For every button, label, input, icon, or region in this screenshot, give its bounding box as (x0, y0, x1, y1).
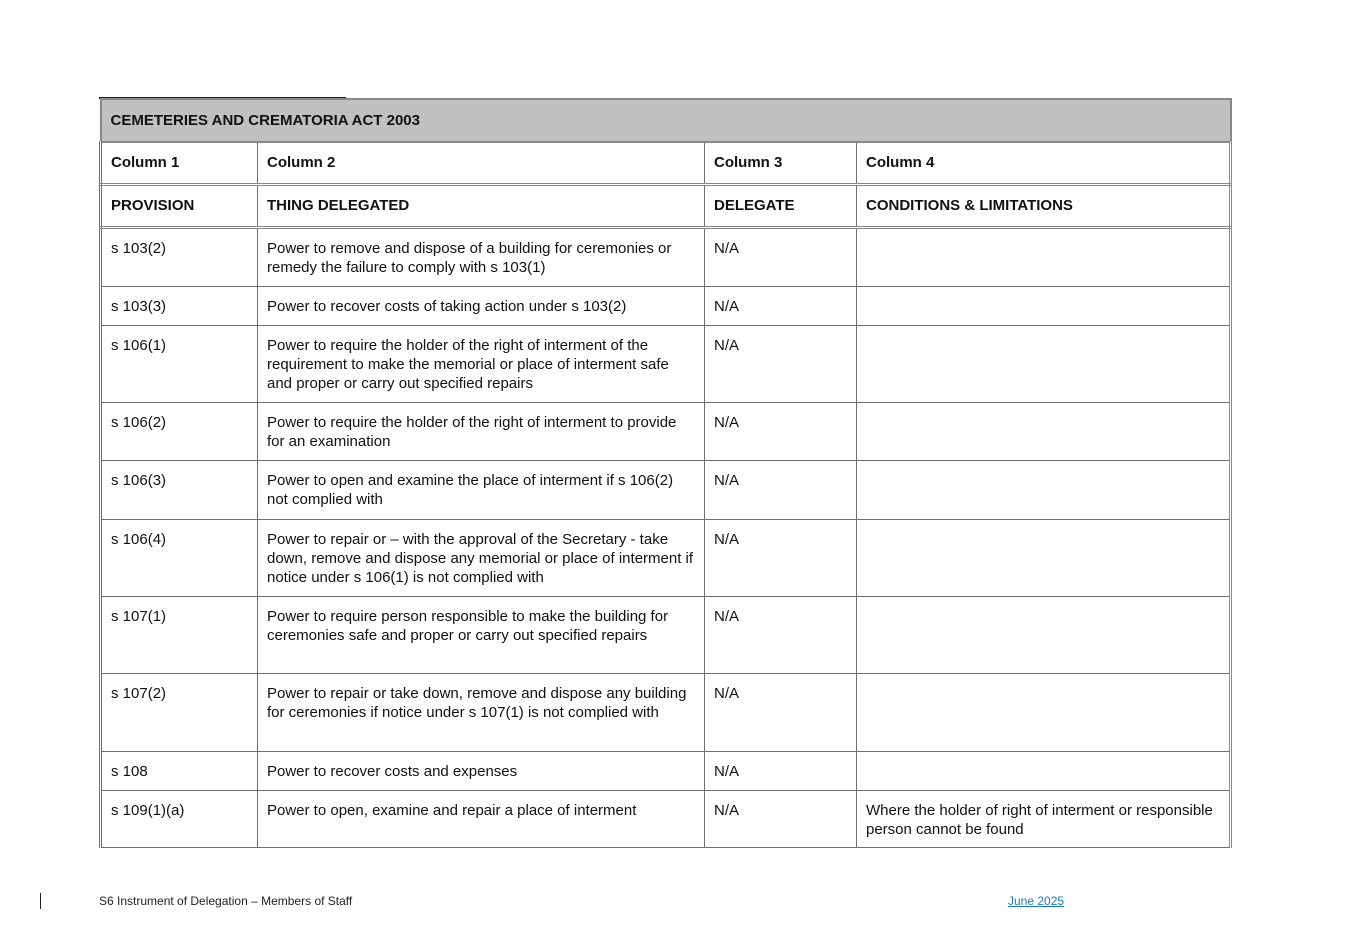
column-number-2: Column 2 (258, 142, 705, 185)
table-row (101, 326, 1231, 403)
column-number-1: Column 1 (101, 142, 258, 185)
cell-thing: Power to open, examine and repair a place of interment (258, 791, 705, 848)
table-title: CEMETERIES AND CREMATORIA ACT 2003 (101, 99, 1231, 142)
table-row (101, 520, 1231, 597)
cell-thing: Power to remove and dispose of a building for ceremonies or remedy the failure to comply with s 103(1) (258, 228, 705, 287)
footer-date-link[interactable]: June 2025 (1008, 894, 1065, 908)
cell-provision: s 103(2) (101, 228, 258, 287)
cell-provision: s 106(1) (101, 326, 258, 403)
cell-thing: Power to recover costs of taking action under s 103(2) (258, 287, 705, 326)
cell-thing: Power to repair or – with the approval of the Secretary - take down, remove and dispose any memorial or place of interment if notice under s 106(1) is not complied with (258, 520, 705, 597)
column-header-row (101, 185, 1231, 228)
cell-delegate: N/A (705, 674, 857, 752)
cell-conditions (857, 597, 1231, 674)
header-provision: PROVISION (101, 185, 258, 228)
cell-conditions (857, 287, 1231, 326)
cell-conditions (857, 752, 1231, 791)
cell-delegate: N/A (705, 791, 857, 848)
table-row (101, 791, 1231, 848)
cell-provision: s 108 (101, 752, 258, 791)
cell-thing: Power to open and examine the place of interment if s 106(2) not complied with (258, 461, 705, 520)
cell-conditions (857, 461, 1231, 520)
cell-provision: s 109(1)(a) (101, 791, 258, 848)
cell-delegate: N/A (705, 228, 857, 287)
change-bar (40, 893, 41, 909)
cell-thing: Power to require the holder of the right of interment of the requirement to make the memorial or place of interment safe and proper or carry out specified repairs (258, 326, 705, 403)
column-number-row (101, 142, 1231, 185)
table-row (101, 403, 1231, 461)
cell-thing: Power to recover costs and expenses (258, 752, 705, 791)
cell-thing: Power to require the holder of the right of interment to provide for an examination (258, 403, 705, 461)
table-row (101, 674, 1231, 752)
cell-delegate: N/A (705, 520, 857, 597)
cell-delegate: N/A (705, 403, 857, 461)
column-number-4: Column 4 (857, 142, 1231, 185)
delegation-table (99, 98, 1232, 848)
cell-delegate: N/A (705, 752, 857, 791)
table-title-row (101, 99, 1231, 142)
cell-thing: Power to repair or take down, remove and dispose any building for ceremonies if notice under s 107(1) is not complied with (258, 674, 705, 752)
cell-provision: s 106(4) (101, 520, 258, 597)
cell-provision: s 106(2) (101, 403, 258, 461)
column-number-3: Column 3 (705, 142, 857, 185)
header-thing-delegated: THING DELEGATED (258, 185, 705, 228)
cell-provision: s 107(2) (101, 674, 258, 752)
cell-thing: Power to require person responsible to make the building for ceremonies safe and proper or carry out specified repairs (258, 597, 705, 674)
cell-conditions (857, 520, 1231, 597)
cell-provision: s 106(3) (101, 461, 258, 520)
footer-document-title: S6 Instrument of Delegation – Members of Staff (99, 894, 353, 908)
table-row (101, 752, 1231, 791)
cell-conditions (857, 674, 1231, 752)
cell-conditions (857, 403, 1231, 461)
cell-provision: s 103(3) (101, 287, 258, 326)
table-row (101, 461, 1231, 520)
cell-delegate: N/A (705, 326, 857, 403)
cell-delegate: N/A (705, 461, 857, 520)
header-delegate: DELEGATE (705, 185, 857, 228)
cell-provision: s 107(1) (101, 597, 258, 674)
header-conditions: CONDITIONS & LIMITATIONS (857, 185, 1231, 228)
cell-conditions (857, 326, 1231, 403)
cell-delegate: N/A (705, 597, 857, 674)
table-row (101, 597, 1231, 674)
cell-delegate: N/A (705, 287, 857, 326)
table-row (101, 228, 1231, 287)
cell-conditions (857, 228, 1231, 287)
cell-conditions: Where the holder of right of interment or responsible person cannot be found (857, 791, 1231, 848)
table-row (101, 287, 1231, 326)
